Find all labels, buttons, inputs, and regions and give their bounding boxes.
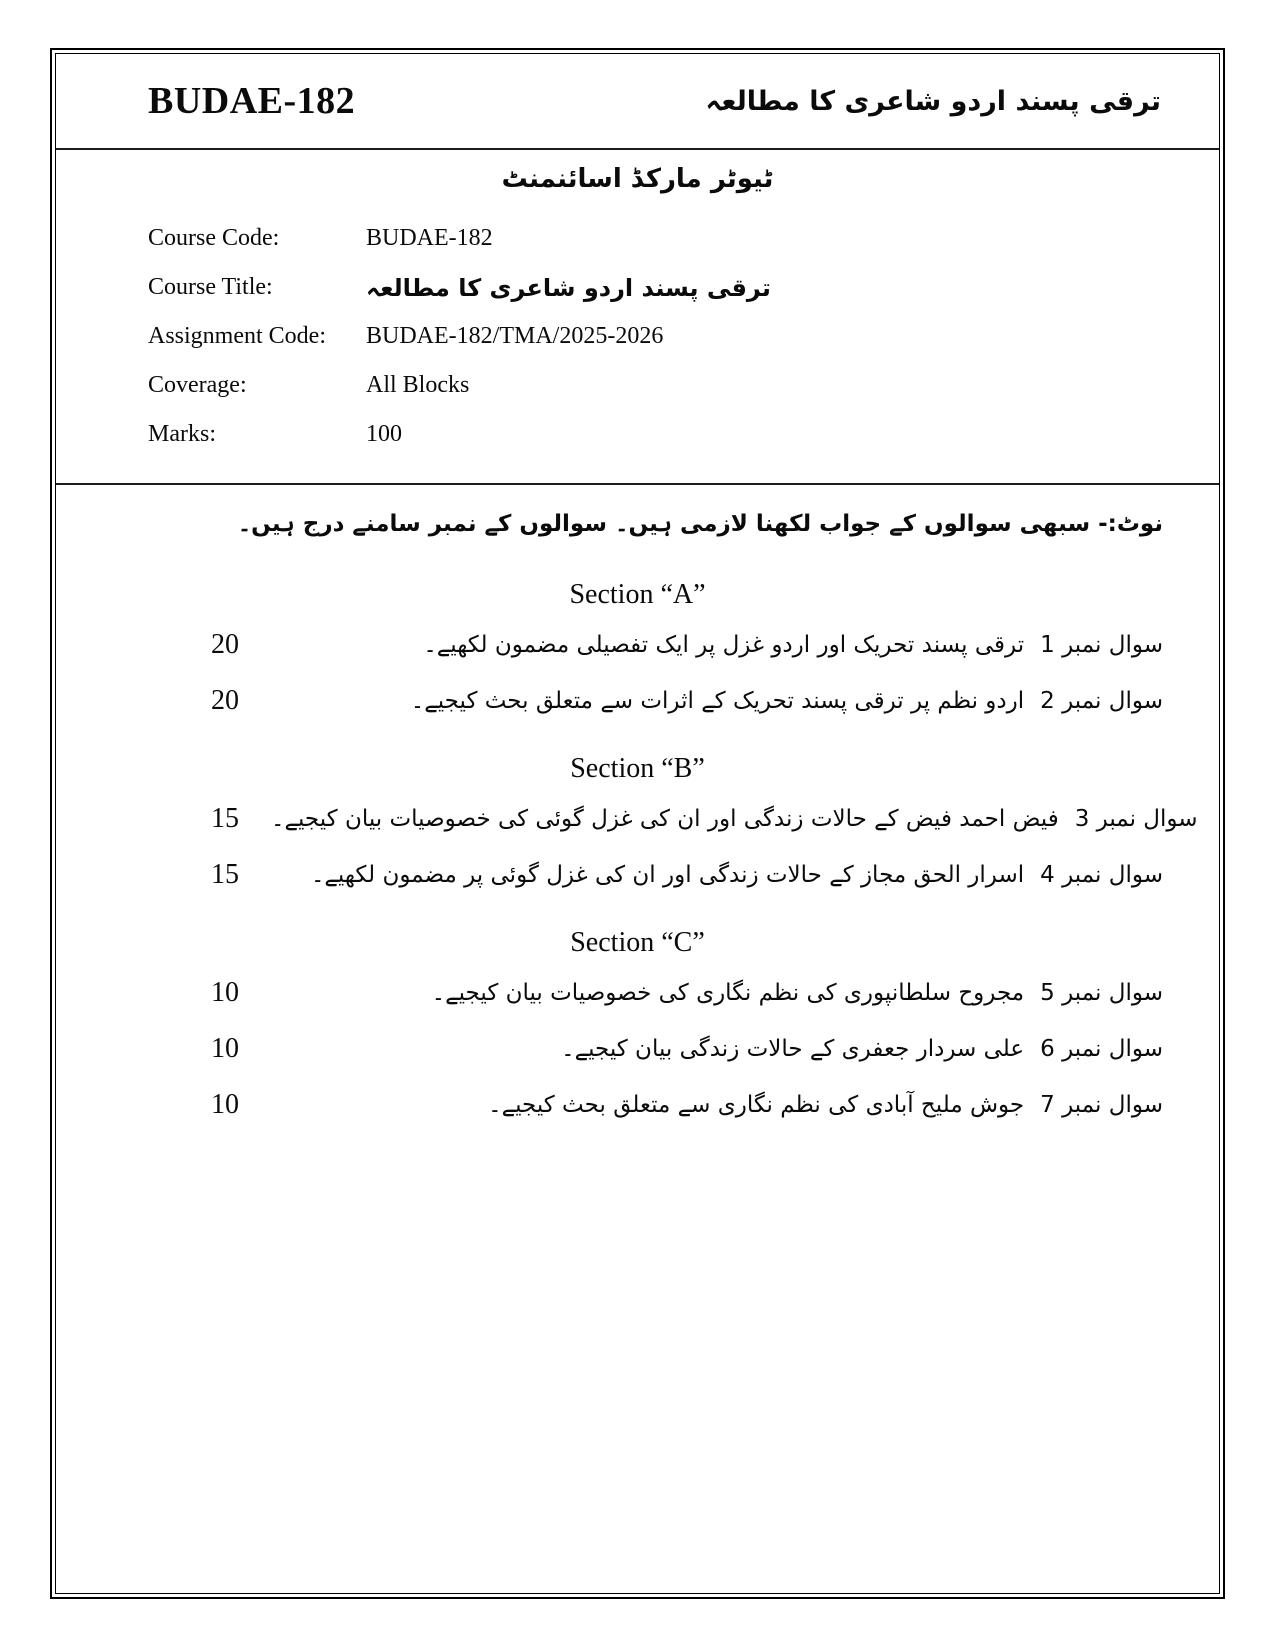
meta-label: Course Code: [148, 225, 280, 251]
question-number-label: سوال نمبر 5 [1040, 980, 1163, 1006]
meta-row [148, 410, 1219, 459]
question-marks: 20 [211, 685, 239, 716]
meta-label: Coverage: [148, 372, 247, 398]
question-number-label: سوال نمبر 6 [1040, 1036, 1163, 1062]
question-body [271, 688, 1219, 714]
question-marks: 20 [211, 629, 239, 660]
question-row [56, 965, 1219, 1021]
meta-row [148, 312, 1219, 361]
meta-label: Course Title: [148, 274, 273, 300]
meta-value: 100 [366, 421, 402, 447]
section [56, 555, 1219, 729]
question-body [271, 1036, 1219, 1062]
section-title: Section “C” [570, 927, 705, 958]
question-list [56, 791, 1219, 903]
question-list [56, 617, 1219, 729]
question-body [271, 862, 1219, 888]
meta-label: Marks: [148, 421, 216, 447]
question-text: علی سردار جعفری کے حالات زندگی بیان کیجیے۔ [561, 1036, 1025, 1062]
question-body [271, 806, 1220, 832]
header-course-code: BUDAE-182 [148, 80, 356, 122]
question-row [56, 617, 1219, 673]
header-course-title-urdu: ترقی پسند اردو شاعری کا مطالعہ [705, 85, 1161, 117]
question-row [56, 673, 1219, 729]
meta-row [148, 361, 1219, 410]
question-marks: 15 [211, 859, 239, 890]
meta-value: All Blocks [366, 372, 470, 398]
sections [56, 555, 1219, 1133]
question-number-label: سوال نمبر 2 [1040, 688, 1163, 714]
page-header [56, 54, 1219, 148]
question-marks: 10 [211, 1089, 239, 1120]
question-text: جوش ملیح آبادی کی نظم نگاری سے متعلق بحث کیجیے۔ [488, 1092, 1025, 1118]
section [56, 903, 1219, 1133]
page-border [50, 48, 1225, 1599]
question-text: فیض احمد فیض کے حالات زندگی اور ان کی غزل گوئی کی خصوصیات بیان کیجیے۔ [271, 806, 1059, 832]
question-number-label: سوال نمبر 4 [1040, 862, 1163, 888]
question-list [56, 965, 1219, 1133]
section [56, 729, 1219, 903]
question-marks: 15 [211, 803, 239, 834]
question-row [56, 1077, 1219, 1133]
question-number-label: سوال نمبر 3 [1074, 806, 1198, 832]
page-inner-border [55, 53, 1220, 1594]
meta-value: BUDAE-182/TMA/2025-2026 [366, 323, 664, 349]
document-title: ٹیوٹر مارکڈ اسائنمنٹ [501, 164, 774, 194]
meta-value: ترقی پسند اردو شاعری کا مطالعہ [366, 273, 771, 302]
question-body [271, 980, 1219, 1006]
question-row [56, 847, 1219, 903]
meta-label: Assignment Code: [148, 323, 326, 349]
question-marks: 10 [211, 977, 239, 1008]
question-number-label: سوال نمبر 1 [1040, 632, 1163, 658]
instructions-note: نوٹ:- سبھی سوالوں کے جواب لکھنا لازمی ہیں۔ سوالوں کے نمبر سامنے درج ہیں۔ [237, 511, 1163, 537]
meta-row [148, 263, 1219, 312]
question-marks: 10 [211, 1033, 239, 1064]
question-body [271, 632, 1219, 658]
question-text: اردو نظم پر ترقی پسند تحریک کے اثرات سے متعلق بحث کیجیے۔ [410, 688, 1025, 714]
question-row [56, 1021, 1219, 1077]
question-body [271, 1092, 1219, 1118]
meta-row [148, 214, 1219, 263]
question-text: ترقی پسند تحریک اور اردو غزل پر ایک تفصیلی مضمون لکھیے۔ [423, 632, 1025, 658]
meta-table [56, 214, 1219, 459]
question-row [56, 791, 1219, 847]
section-title: Section “A” [569, 579, 706, 610]
section-title: Section “B” [570, 753, 705, 784]
meta-divider [56, 483, 1219, 485]
meta-value: BUDAE-182 [366, 225, 493, 251]
question-number-label: سوال نمبر 7 [1040, 1092, 1163, 1118]
question-text: مجروح سلطانپوری کی نظم نگاری کی خصوصیات بیان کیجیے۔ [431, 980, 1025, 1006]
question-text: اسرار الحق مجاز کے حالات زندگی اور ان کی غزل گوئی پر مضمون لکھیے۔ [310, 862, 1025, 888]
